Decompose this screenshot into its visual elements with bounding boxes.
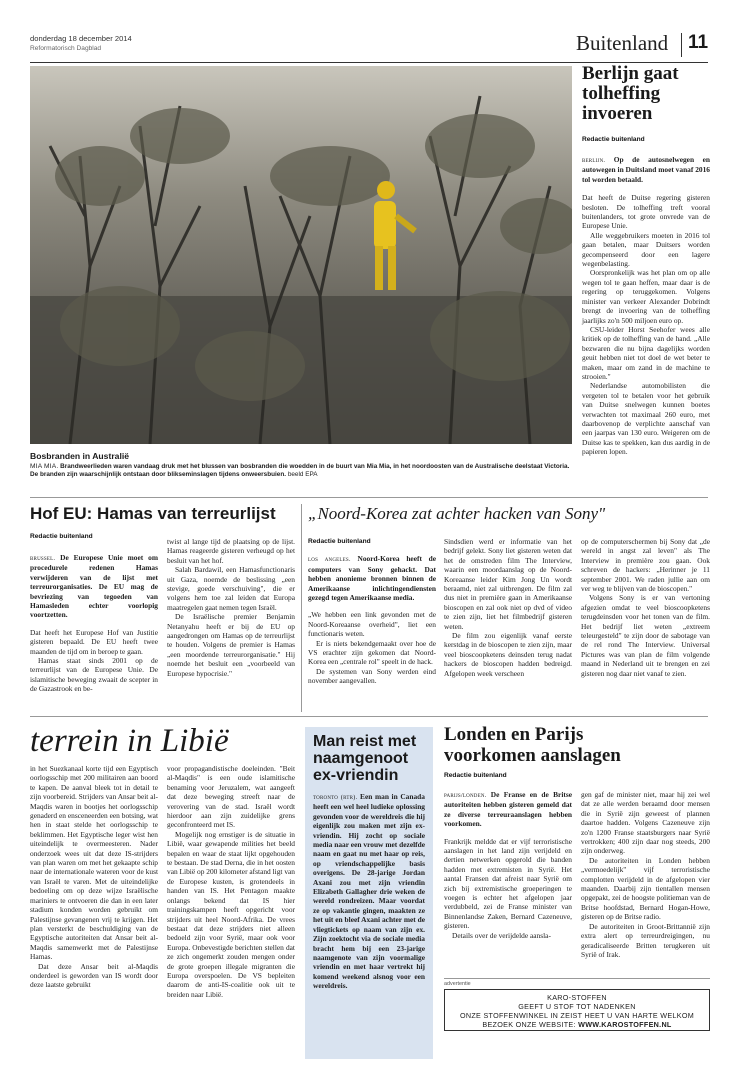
sony-byline: Redactie buitenland [308,538,371,545]
ad-brand: KARO-STOFFEN [547,993,607,1002]
headline-line: Londen en Parijs [444,724,584,745]
sony-headline: „Noord-Korea zat achter hacken van Sony" [308,504,606,523]
hamas-lead: De Europese Unie moet om procedurele redenen Hamas verwijderen van de lijst met terreurorganisaties. De EU mag de bevriezing van tegoeden van Hamasleden echter voorlopig voortzetten. [30,553,158,620]
hamas-col-2 [167,537,295,678]
bushfire-illustration [30,66,572,444]
londen-dateline: parijs/londen. [444,792,487,799]
paragraph: Salah Bardawil, een Hamasfunctionaris uit Gaza, noemde de beslissing „een stevige, goede verschuiving", die er volgens hem toe zal leiden dat Europa maatregelen gaat nemen tegen Israël. [167,565,295,612]
berlijn-body [582,155,710,457]
paragraph: gen gaf de minister niet, maar hij zei wel dat ze alle werden beraamd door mensen die in Syrië zijn geweest of plannen daartoe hadden. Volgens Cazeneuve zijn zo'n 1200 Franse staatsburgers naar Syrië vertrokken; 400 zijn daar nog steeds, 200 zijn onderweg. [581,790,710,856]
exvriendin-headline [305,727,433,784]
libie-col-1 [30,764,158,990]
headline-line: invoeren [582,103,653,124]
paragraph: Er is niets bekendgemaakt over hoe de VS erachter zijn gekomen dat Noord-Korea een „centrale rol" speelt in de hack. [308,638,436,667]
page-number: 11 [688,32,709,53]
paragraph: voor propagandistische doeleinden. "Beit al-Maqdis" is een oude islamitische benaming voor Jeruzalem, wat aangeeft dat deze beweging streeft naar de verovering van de stad. Israël wordt hierdoor aan zijn zuidelijke grens geconfronteerd met IS. [167,764,295,830]
ad-tagline: GEEFT U STOF TOT NADENKEN [518,1002,636,1011]
ad-website-line [445,1020,709,1029]
ad-welcome: ONZE STOFFENWINKEL IN ZEIST HEET U VAN HARTE WELKOM [459,1011,694,1020]
paragraph: Oorspronkelijk was het plan om op alle wegen tol te gaan heffen, maar daar is de regering op teruggekomen. Volgens minister van verkeer Alexander Dobrindt brengt de invoering van de tolheffing jaarlijks zo'n 500 miljoen euro op. [582,268,710,325]
berlijn-byline: Redactie buitenland [582,136,645,143]
berlijn-lead: Op de autosnelwegen en autowegen in Duitsland moet vanaf 2016 tol worden betaald. [582,155,710,184]
berlijn-headline [582,64,710,124]
caption-body [30,463,572,480]
headline-line: naamgenoot [313,750,409,767]
sony-article [308,504,710,524]
ad-rule [444,978,710,979]
paragraph: op de computerschermen bij Sony dat „de wereld in angst zal leven" als The Interview in première zou gaan. Ook schreven de hackers: „Herinner je 11 september 2001. We raden jullie aan om ver weg te blijven van de bioscopen." [581,537,710,594]
sony-col-2 [444,537,572,678]
karo-stoffen-ad[interactable] [444,989,710,1031]
hamas-byline: Redactie buitenland [30,533,93,540]
sony-col-3 [581,537,710,678]
hamas-dateline: brussel. [30,555,56,562]
libie-article [30,722,300,760]
paragraph: Nederlandse automobilisten die vergeten tol te betalen voor het gebruik van Duitse snelwegen kunnen boetes verwachten tot maximaal 260 euro, met daarbovenop de verplichte aanschaf van een jaarpas van 130 euro. Weigeren om de Duitse kas te spekken, kan dus aardig in de papieren lopen. [582,381,710,457]
headline-line: Berlijn gaat [582,63,679,84]
paragraph: Sindsdien werd er informatie van het bedrijf gelekt. Sony liet gisteren weten dat het de omstreden film The Interview, waarin een moordaanslag op de Noord-Koreaanse leider Kim Jong Un wordt beraamd, niet zal uitbrengen. De film zal dus niet in première gaan in Amerikaanse bioscopen en zal ook niet op dvd of video te zien zijn, liet het filmbedrijf gisteren weten. [444,537,572,631]
paragraph: Dat heeft het Europese Hof van Justitie gisteren bepaald. De EU heeft twee maanden de tijd om in beroep te gaan. [30,627,158,656]
section-rule [30,497,708,498]
libie-col-2 [167,764,295,999]
paragraph: „We hebben een link gevonden met de Noord-Koreaanse overheid", liet een functionaris weten. [308,610,436,639]
section-rule [30,716,708,717]
londen-article [444,724,710,779]
section-title: Buitenland [576,31,669,55]
paragraph: Frankrijk meldde dat er vijf terroristische aanslagen in het land zijn verijdeld en dertien netwerken opgerold die banden hadden met extremisten in Syrië. Het aantal Fransen dat afreist naar Syrië om zich bij extremistische groeperingen te voegen is echter het afgelopen jaar verdubbeld, zei de Franse minister van Binnenlandse Zaken, Bernard Cazeneuve, gisteren. [444,836,572,931]
photo-credit: beeld EPA [287,471,318,479]
londen-headline [444,724,710,766]
londen-byline: Redactie buitenland [444,772,507,779]
newspaper-name: Reformatorisch Dagblad [30,45,102,52]
paragraph: Dat heeft de Duitse regering gisteren besloten. De tolheffing treft vooral buitenlanders, tot grote onvrede van de Europese Unie. [582,193,710,231]
exvriendin-body [305,784,433,991]
libie-headline: terrein in Libië [30,723,229,759]
londen-col-1 [444,790,572,940]
paragraph: Dat deze Ansar beit al-Maqdis onderdeel is geworden van IS wordt door deze laatste gebruikt [30,961,158,990]
paragraph: De Israëlische premier Benjamin Netanyahu heeft er bij de EU op aangedrongen om Hamas op de terreurlijst te houden. Volgens de premier is Hamas „een moordende terreurorganisatie." Hij noemde het besluit een „voorbeeld van Europese hypocrisie." [167,612,295,678]
berlijn-article [582,64,710,457]
exvriendin-text: Een man in Canada heeft een wel heel ludieke oplossing gevonden voor de wereldreis die hij eigenlijk zou maken met zijn ex-vriendin. Hij zocht op sociale media naar een vrouw met dezelfde naam en gaat nu met haar op reis, op vriendschappelijke basis overigens. De 28-jarige Jordan Axani zou met zijn vriendin Elizabeth Gallagher drie weken de wereld rondreizen. Maar voordat ze op vakantie gingen, maakten ze het uit en bleef Axani achter met de vliegtickets op naam van zijn ex. Zijn zoektocht via de sociale media bracht hem bij een 23-jarige naamgenote van zijn voormalige vriendin en met haar vertrekt hij komend weekend alsnog voor een wereldreis. [313,792,425,991]
ad-label: advertentie [444,981,471,987]
sony-lead: Noord-Korea heeft de computers van Sony gehackt. Dat hebben anonieme bronnen binnen de Amerikaanse inlichtingendiensten gezegd tegen Amerikaanse media. [308,554,437,603]
londen-col-2 [581,790,710,959]
paragraph: in het Suezkanaal korte tijd een Egyptisch oorlogsschip met 200 militairen aan boord te kapen. De aanval bleek tot in detail te zijn voorbereid. Strijders van Ansar beit al-Maqdis waren in bootjes het oorlogsschip genaderd en ensceneerden een botsing, wat hen in staat stelde het oorlogsschip te beklimmen. Het Egyptische leger wist hen uiteindelijk te overmeesteren. Nader onderzoek wees uit dat deze IS-strijders van plan waren om met het gekaapte schip naar de internationale wateren voor de kust van Israël te varen. Met de uiteindelijke bedoeling om op deze wijze Israëlische mariniers te ontvoeren die dan in een later stadium konden worden gebruikt om Palestijnse gevangenen vrij te krijgen. Het plan versterkt de beschuldiging van de Egyptische autoriteiten dat Ansar beit al-Maqdis samenwerkt met de Palestijnse Hamas. [30,764,158,962]
paragraph: Mogelijk nog ernstiger is de situatie in Libië, waar gewapende milities het beeld bepalen en waar de staat lijkt opgehouden te bestaan. De stad Derna, die in het oosten van Libië op 200 kilometer afstand ligt van de Europese kusten, is grotendeels in handen van IS. Het Pentagon maakte onlangs bekend dat IS hier trainingskampen heeft opgericht voor strijders uit heel Noord-Afrika. De vrees bestaat dat deze strijders niet alleen bedoeld zijn voor Syrië, maar ook voor Europa. Onbevestigde berichten stellen dat ze zich ongemerkt zouden mengen onder de grote groepen illegale migranten die Europa overspoelen. De VS bepleiten daarom de anti-IS-coalitie ook uit te breiden naar Libië. [167,829,295,999]
londen-lead: De Franse en de Britse autoriteiten hebben gisteren gemeld dat ze diverse terreuraanslagen hebben voorkomen. [444,790,572,829]
paragraph: De autoriteiten in Londen hebben „vermoedelijk" vijf terroristische complotten verijdeld in de afgelopen vier maanden. Daarbij zijn tientallen mensen opgepakt, zei de hoogste politieman van de Britse hoofdstad, Bernard Hogan-Howe, gisteren op de Britse radio. [581,855,710,922]
headline-line: Man reist met [313,733,417,750]
caption-place: MIA MIA. [30,463,59,470]
paragraph: Details over de verijdelde aansla- [452,930,551,940]
header-divider [681,33,682,57]
berlijn-dateline: berlijn. [582,157,606,164]
paragraph: De autoriteiten in Groot-Brittannië zijn extra alert op terreurdreigingen, nu geradicaliseerde Britten terugkeren uit Syrië of Irak. [581,921,710,959]
headline-line: ex-vriendin [313,767,399,784]
column-rule [301,504,302,712]
paragraph: twist al lange tijd de plaatsing op de lijst. Hamas reageerde gisteren verheugd op het besluit van het hof. [167,537,295,565]
hamas-col-1 [30,553,158,694]
exvriendin-box [305,727,433,1059]
hamas-headline: Hof EU: Hamas van terreurlijst [30,504,276,523]
ad-website-link[interactable]: WWW.KAROSTOFFEN.NL [578,1020,672,1029]
sony-col-1 [308,537,436,686]
exvriendin-dateline: toronto (rtr). [313,794,358,801]
paragraph: De film zou eigenlijk vanaf eerste kerstdag in de bioscopen te zien zijn, maar veel bioscoopketens deinsden terug nadat hackers de bioscopen hadden bedreigd. Afgelopen week verscheen [444,631,572,678]
paragraph: Alle weggebruikers moeten in 2016 tol gaan betalen, maar Duitsers worden gecompenseerd door een lagere wegenbelasting. [582,230,710,269]
caption-title: Bosbranden in Australië [30,451,130,461]
headline-line: voorkomen aanslagen [444,745,621,766]
sony-dateline: los angeles. [308,556,351,564]
paragraph: CSU-leider Horst Seehofer wees alle kritiek op de tolheffing van de hand. „Alle bezwaren die nu bijna dagelijks worden geuit hebben niet tot doel de wet beter te maken, maar om zand in de machine te strooien." [582,324,710,381]
paragraph: Volgens Sony is er van vertoning afgezien omdat te veel bioscoopketens terugdeinsden voor het tonen van de film. Het bedrijf liet weten „extreem teleurgesteld" te zijn door de sabotage van de rel rond The Interview. Universal Pictures was van plan de film volgende maand in Nederland uit te brengen en zei gisteren nog daar niet vanaf te zien. [581,593,710,678]
paragraph: De systemen van Sony werden eind november aangevallen. [308,666,436,686]
caption-text: Brandweerlieden waren vandaag druk met het blussen van bosbranden die woedden in de buurt van Mia Mia, in het noordoosten van de Australische deelstaat Victoria. De branden zijn waarschijnlijk ontstaan door blikseminslagen tijdens onweersbuien. [30,463,570,479]
issue-date: donderdag 18 december 2014 [30,34,132,43]
headline-line: tolheffing [582,83,661,104]
bushfire-photo [30,66,572,444]
ad-website-prefix: BEZOEK ONZE WEBSITE: [482,1020,576,1029]
paragraph: Hamas staat sinds 2001 op de terreurlijst van de Europese Unie. De islamitische beweging zwaait de scepter in de Gazastrook en be- [30,656,158,694]
photo-caption [30,451,572,480]
hamas-article [30,504,295,540]
